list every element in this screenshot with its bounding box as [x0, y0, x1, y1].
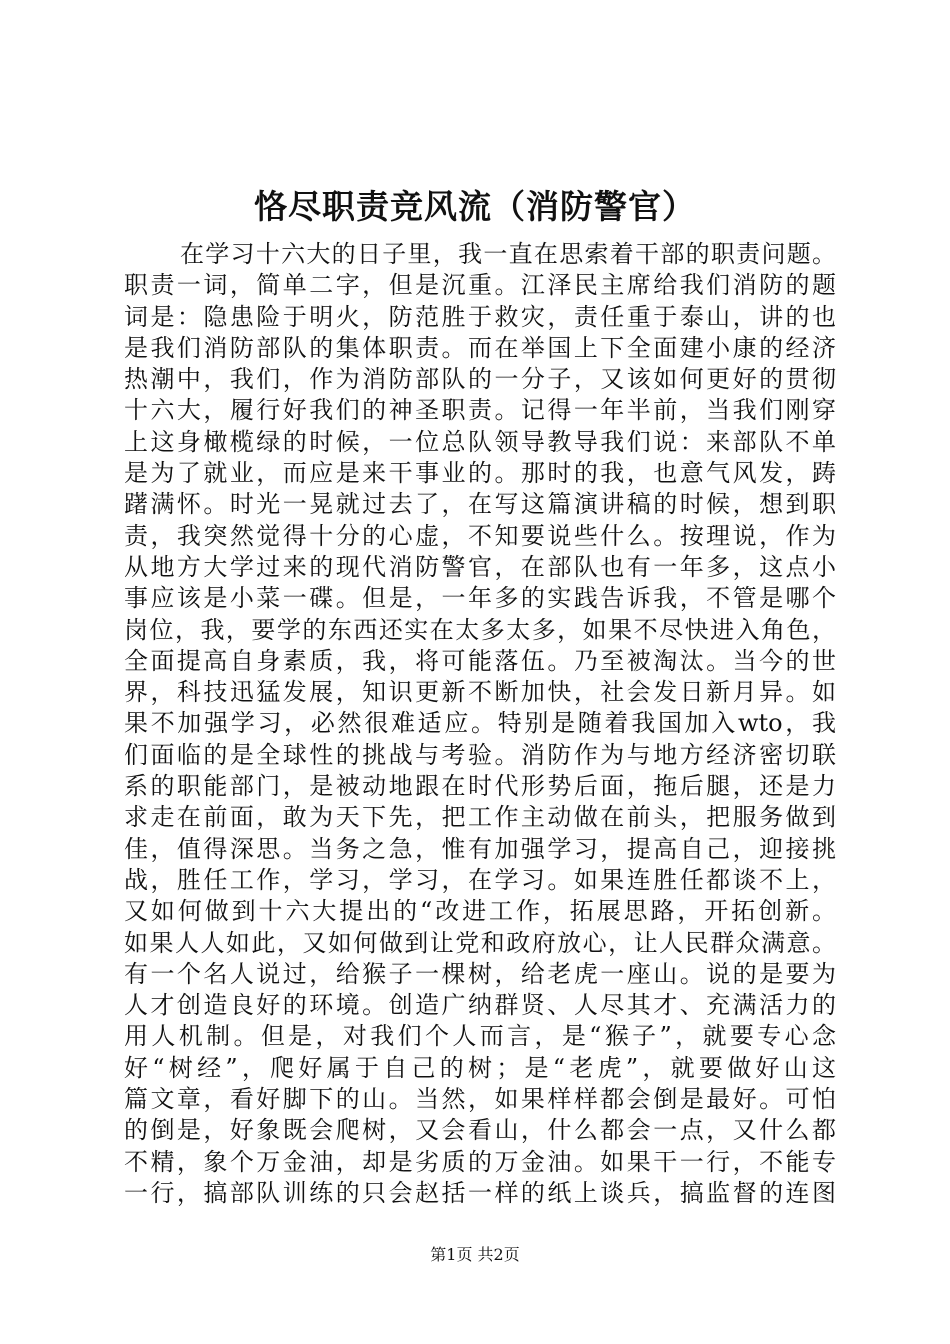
body-line: 责，我突然觉得十分的心虚，不知要说些什么。按理说，作为: [124, 521, 836, 550]
body-line: 如果人人如此，又如何做到让党和政府放心，让人民群众满意。: [124, 928, 836, 957]
body-line: 有一个名人说过，给猴子一棵树，给老虎一座山。说的是要为: [124, 959, 836, 988]
page-number-footer: 第1页 共2页: [430, 1245, 520, 1264]
body-line: 人才创造良好的环境。创造广纳群贤、人尽其才、充满活力的: [124, 991, 836, 1020]
body-line: 果不加强学习，必然很难适应。特别是随着我国加入wto，我: [124, 709, 836, 738]
body-line: 用人机制。但是，对我们个人而言，是“猴子”，就要专心念: [124, 1022, 836, 1051]
body-line: 又如何做到十六大提出的“改进工作，拓展思路，开拓创新。: [124, 897, 836, 926]
body-line: 词是：隐患险于明火，防范胜于救灾，责任重于泰山，讲的也: [124, 302, 836, 331]
body-line: 系的职能部门，是被动地跟在时代形势后面，拖后腿，还是力: [124, 772, 836, 801]
body-line: 在学习十六大的日子里，我一直在思索着干部的职责问题。: [180, 240, 836, 268]
body-line: 们面临的是全球性的挑战与考验。消防作为与地方经济密切联: [124, 740, 836, 769]
body-line: 佳，值得深思。当务之急，惟有加强学习，提高自己，迎接挑: [124, 834, 836, 863]
body-line: 的倒是，好象既会爬树，又会看山，什么都会一点，又什么都: [124, 1116, 836, 1145]
body-line: 是为了就业，而应是来干事业的。那时的我，也意气风发，踌: [124, 459, 836, 488]
body-line: 求走在前面，敢为天下先，把工作主动做在前头，把服务做到: [124, 803, 836, 832]
body-line: 好“树经”，爬好属于自己的树；是“老虎”，就要做好山这: [124, 1053, 836, 1082]
body-line: 躇满怀。时光一晃就过去了，在写这篇演讲稿的时候，想到职: [124, 490, 836, 519]
body-line: 不精，象个万金油，却是劣质的万金油。如果干一行，不能专: [124, 1147, 836, 1176]
document-body: [124, 239, 836, 1209]
body-line: 一行，搞部队训练的只会赵括一样的纸上谈兵，搞监督的连图: [124, 1178, 836, 1207]
body-line: 战，胜任工作，学习，学习，在学习。如果连胜任都谈不上，: [124, 865, 836, 894]
body-line: 热潮中，我们，作为消防部队的一分子，又该如何更好的贯彻: [124, 365, 836, 394]
body-line: 篇文章，看好脚下的山。当然，如果样样都会倒是最好。可怕: [124, 1085, 836, 1114]
body-line: 岗位，我，要学的东西还实在太多太多，如果不尽快进入角色，: [124, 615, 836, 644]
body-line: 上这身橄榄绿的时候，一位总队领导教导我们说：来部队不单: [124, 427, 836, 456]
body-line: 从地方大学过来的现代消防警官，在部队也有一年多，这点小: [124, 552, 836, 581]
body-line: 十六大，履行好我们的神圣职责。记得一年半前，当我们刚穿: [124, 396, 836, 425]
body-line: 事应该是小菜一碟。但是，一年多的实践告诉我，不管是哪个: [124, 584, 836, 613]
body-line: 全面提高自身素质，我，将可能落伍。乃至被淘汰。当今的世: [124, 646, 836, 675]
body-line: 界，科技迅猛发展，知识更新不断加快，社会发日新月异。如: [124, 678, 836, 707]
document-title: 恪尽职责竞风流（消防警官）: [254, 187, 696, 226]
body-line: 是我们消防部队的集体职责。而在举国上下全面建小康的经济: [124, 333, 836, 362]
body-line: 职责一词，简单二字，但是沉重。江泽民主席给我们消防的题: [124, 271, 836, 300]
